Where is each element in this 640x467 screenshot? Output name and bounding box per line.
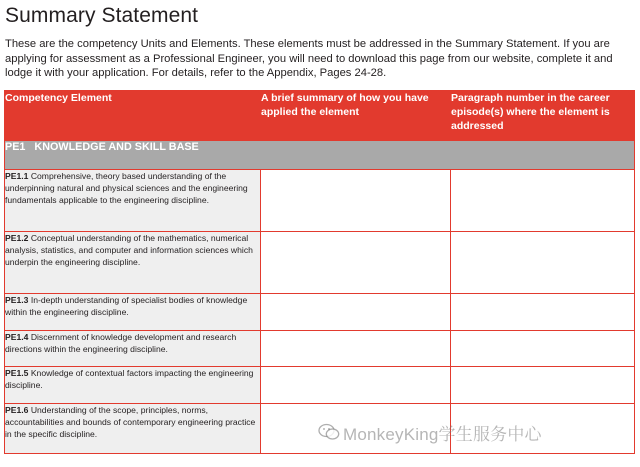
header-competency-element: Competency Element [5,91,261,141]
header-paragraph-number: Paragraph number in the career episode(s) where the element is addressed [451,91,635,141]
wechat-icon [318,423,340,441]
table-row [5,331,635,367]
intro-paragraph: These are the competency Units and Elements. These elements must be addressed in the Summary Statement. If you are applying for assessment as a Professional Engineer, you will need to download this page from our website, complete it and lodge it with your application. For details, refer to the Appendix, Pages 24-28. [5,38,613,79]
element-text: In-depth understanding of specialist bodies of knowledge within the engineering discipline. [5,295,248,318]
summary-input-cell[interactable] [261,331,451,367]
summary-input-cell[interactable] [261,294,451,331]
element-text: Knowledge of contextual factors impacting the engineering discipline. [5,368,254,391]
element-cell [5,170,261,232]
table-row [5,294,635,331]
element-code: PE1.6 [5,405,29,415]
paragraph-input-cell[interactable] [451,232,635,294]
summary-input-cell[interactable] [261,232,451,294]
watermark-text: MonkeyKing学生服务中心 [343,425,542,444]
element-cell [5,331,261,367]
paragraph-input-cell[interactable] [451,367,635,404]
section-row [5,141,635,170]
element-code: PE1.4 [5,332,29,342]
table-header-row [5,91,635,141]
element-code: PE1.2 [5,233,29,243]
paragraph-input-cell[interactable] [451,170,635,232]
element-cell [5,232,261,294]
element-text: Understanding of the scope, principles, norms, accountabilities and bounds of contemporary engineering practice in the specific discipline. [5,405,256,440]
competency-table [4,90,635,454]
element-text: Conceptual understanding of the mathematics, numerical analysis, statistics, and computer and information sciences which underpin the engineering discipline. [5,233,253,268]
summary-input-cell[interactable] [261,170,451,232]
element-text: Discernment of knowledge development and research directions within the engineering discipline. [5,332,237,355]
table-row [5,232,635,294]
paragraph-input-cell[interactable] [451,294,635,331]
paragraph-input-cell[interactable] [451,331,635,367]
element-code: PE1.5 [5,368,29,378]
element-text: Comprehensive, theory based understanding of the underpinning natural and physical sciences and the engineering fundamentals applicable to the engineering discipline. [5,171,248,206]
element-cell [5,404,261,454]
summary-input-cell[interactable] [261,367,451,404]
table-row [5,170,635,232]
section-title: PE1 KNOWLEDGE AND SKILL BASE [5,141,635,170]
element-cell [5,294,261,331]
page-title: Summary Statement [5,4,199,27]
element-cell [5,367,261,404]
element-code: PE1.1 [5,171,29,181]
header-summary: A brief summary of how you have applied the element [261,91,451,141]
element-code: PE1.3 [5,295,29,305]
table-row [5,367,635,404]
